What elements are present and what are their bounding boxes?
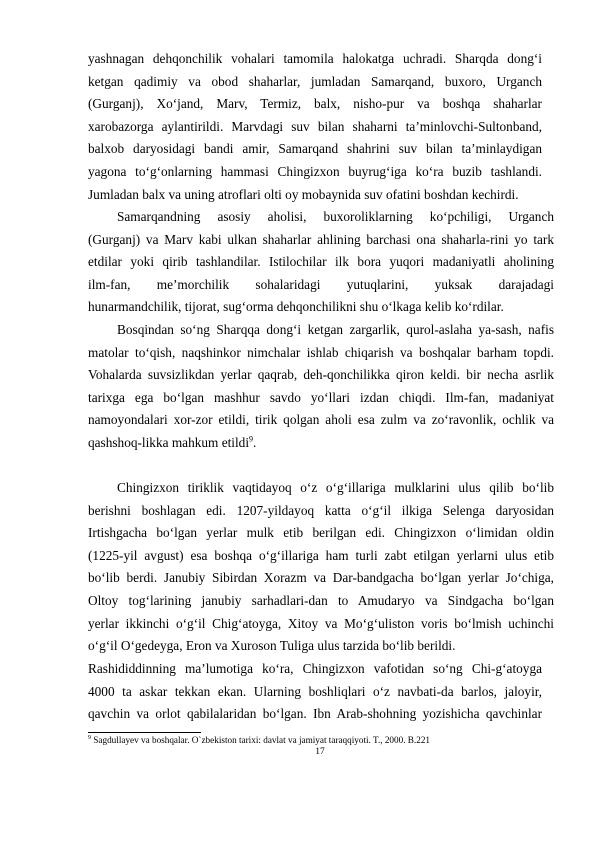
paragraph-5 bbox=[88, 658, 542, 726]
text-line: 4000 ta askar tekkan ekan. Ularning boshliqlari o‘z navbati-da barlos, jaloyir, bbox=[88, 683, 542, 699]
text-line: Bosqindan so‘ng Sharqqa dong‘i ketgan zargarlik, qurol-aslaha ya-sash, nafis bbox=[117, 322, 554, 337]
paragraph-1 bbox=[88, 48, 542, 206]
text-line: o‘g‘il O‘gedeyga, Eron va Xuroson Tuliga ulus tarzida bo‘lib berildi. bbox=[88, 638, 456, 654]
page-number: 17 bbox=[315, 747, 325, 757]
footnote bbox=[88, 734, 558, 746]
text-line: (1225-yil avgust) esa boshqa o‘g‘illariga ham turli zabt etilgan yerlarni ulus etib bbox=[88, 547, 554, 563]
text-line: Oltoy tog‘larining janubiy sarhadlari-dan to Amudaryo va Sindgacha bo‘lgan bbox=[88, 592, 554, 608]
text-line: Rashididdinning ma’lumotiga ko‘ra, Chingizxon vafotidan so‘ng Chi-g‘atoyga bbox=[88, 661, 542, 676]
text-line: xarobazorga aylantirildi. Marvdagi suv bilan shaharni ta’minlovchi-Sultonband, bbox=[88, 118, 542, 134]
text-line: tarixga ega bo‘lgan mashhur savdo yo‘llari izdan chiqdi. Ilm-fan, madaniyat bbox=[88, 389, 554, 405]
text-line: yagona to‘g‘onlarning hammasi Chingizxon buyrug‘iga ko‘ra buzib tashlandi. bbox=[88, 163, 542, 179]
text-line: yerlar ikkinchi o‘g‘il Chig‘atoyga, Xitoy va Mo‘g‘uliston voris bo‘lmish uchinchi bbox=[88, 615, 554, 631]
text-line: yashnagan dehqonchilik vohalari tamomila halokatga uchradi. Sharqda dong‘i bbox=[88, 51, 542, 66]
text-line: Vohalarda suvsizlikdan yerlar qaqrab, deh-qonchilikka qiron keldi. bir necha asrlik bbox=[88, 367, 554, 383]
text-line: (Gurganj), Xo‘jand, Marv, Termiz, balx, nisho-pur va boshqa shaharlar bbox=[88, 96, 542, 112]
text-line: ilm-fan, me’morchilik sohalaridagi yutuqlarini, yuksak darajadagi bbox=[88, 276, 554, 292]
paragraph-4 bbox=[88, 477, 554, 658]
text-line-content: qashshoq-likka mahkum etildi bbox=[88, 434, 250, 450]
text-line: qashshoq-likka mahkum etildi$^9$. bbox=[88, 434, 257, 450]
text-line: Samarqandning asosiy aholisi, buxoroliklarning ko‘pchiligi, Urganch bbox=[117, 209, 554, 224]
text-line: bo‘lib berdi. Janubiy Sibirdan Xorazm va Dar-bandgacha bo‘lgan yerlar Jo‘chiga, bbox=[88, 570, 554, 586]
paragraph-2 bbox=[88, 206, 554, 319]
footnote-marker: 9 bbox=[88, 734, 91, 741]
footnote-text: Sagdullayev va boshqalar. O`zbekiston tarixi: davlat va jamiyat taraqqiyoti. T., 2000. B.221 bbox=[91, 735, 431, 745]
text-line: Chingizxon tiriklik vaqtidayoq o‘z o‘g‘illariga mulklarini ulus qilib bo‘lib bbox=[117, 480, 554, 495]
paragraph-3 bbox=[88, 319, 554, 455]
text-line: hunarmandchilik, tijorat, sug‘orma dehqonchilikni shu o‘lkaga kelib ko‘rdilar. bbox=[88, 299, 504, 315]
text-line: etdilar yoki qirib tashlandilar. Istilochilar ilk bora yuqori madaniyatli aholining bbox=[88, 254, 554, 270]
text-line: matolar to‘qish, naqshinkor nimchalar ishlab chiqarish va boshqalar barham topdi. bbox=[88, 344, 554, 360]
text-line: namoyondalari xor-zor etildi, tirik qolgan aholi esa zulm va zo‘ravonlik, ochlik va bbox=[88, 412, 554, 428]
text-line: berishni boshlagan edi. 1207-yildayoq katta o‘g‘il ilkiga Selenga daryosidan bbox=[88, 502, 554, 518]
text-line: Irtishgacha bo‘lgan yerlar mulk etib berilgan edi. Chingizxon o‘limidan oldin bbox=[88, 525, 554, 541]
footnote-reference[interactable]: 9 bbox=[249, 434, 254, 444]
text-line: Jumladan balx va uning atroflari olti oy mobaynida suv ofatini boshdan kechirdi. bbox=[88, 186, 519, 202]
text-line: (Gurganj) va Marv kabi ulkan shaharlar ahlining barchasi ona shaharla-rini yo tark bbox=[88, 231, 554, 247]
footnote-divider bbox=[88, 732, 201, 733]
text-line: qavchin va orlot qabilalaridan bo‘lgan. Ibn Arab-shohning yozishicha qavchinlar bbox=[88, 706, 542, 722]
text-line: ketgan qadimiy va obod shaharlar, jumladan Samarqand, buxoro, Urganch bbox=[88, 73, 542, 89]
text-line: balxob daryosidagi bandi amir, Samarqand shahrini suv bilan ta’minlaydigan bbox=[88, 141, 542, 157]
